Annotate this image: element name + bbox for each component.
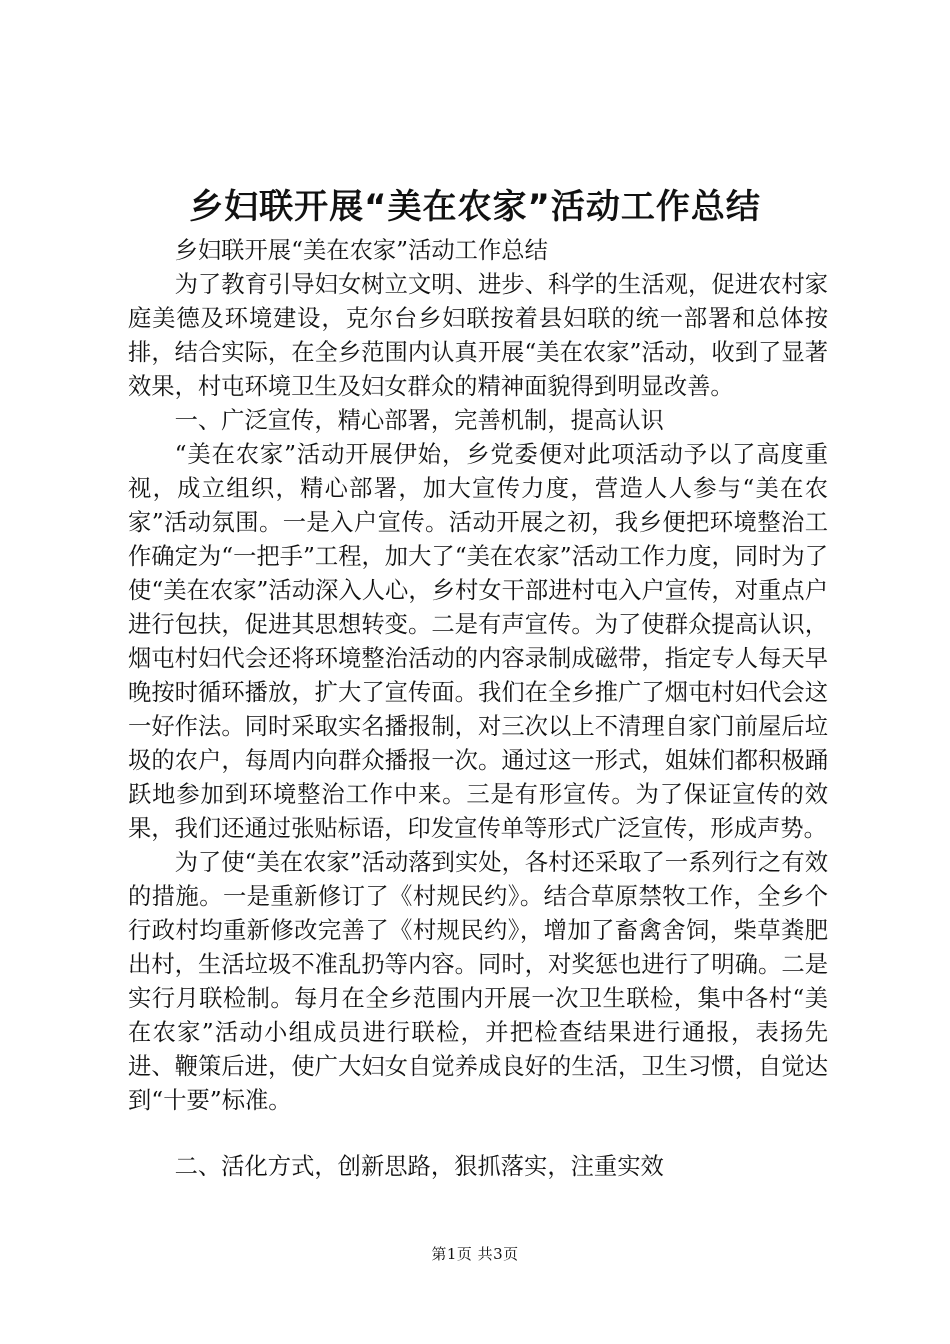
body-paragraph: “美在农家”活动开展伊始，乡党委便对此项活动予以了高度重视，成立组织，精心部署，加大宣传力度，营造人人参与“美在农家”活动氛围。一是入户宣传。活动开展之初，我乡便把环境整治工作确定为“一把手”工程，加大了“美在农家”活动工作力度，同时为了使“美在农家”活动深入人心，乡村女干部进村屯入户宣传，对重点户进行包扶，促进其思想转变。二是有声宣传。为了使群众提高认识，烟屯村妇代会还将环境整治活动的内容录制成磁带，指定专人每天早晚按时循环播放，扩大了宣传面。我们在全乡推广了烟屯村妇代会这一好作法。同时采取实名播报制，对三次以上不清理自家门前屋后垃圾的农户，每周内向群众播报一次。通过这一形式，姐妹们都积极踊跃地参加到环境整治工作中来。三是有形宣传。为了保证宣传的效果，我们还通过张贴标语，印发宣传单等形式广泛宣传，形成声势。	[128, 441, 828, 842]
body-paragraph: 为了使“美在农家”活动落到实处，各村还采取了一系列行之有效的措施。一是重新修订了《村规民约》。结合草原禁牧工作，全乡个行政村均重新修改完善了《村规民约》，增加了畜禽舍饲，柴草粪肥出村，生活垃圾不准乱扔等内容。同时，对奖惩也进行了明确。二是实行月联检制。每月在全乡范围内开展一次卫生联检，集中各村“美在农家”活动小组成员进行联检，并把检查结果进行通报，表扬先进、鞭策后进，使广大妇女自觉养成良好的生活，卫生习惯，自觉达到“十要”标准。	[128, 849, 828, 1114]
intro-paragraph: 为了教育引导妇女树立文明、进步、科学的生活观，促进农村家庭美德及环境建设，克尔台乡妇联按着县妇联的统一部署和总体按排，结合实际，在全乡范围内认真开展“美在农家”活动，收到了显著效果，村屯环境卫生及妇女群众的精神面貌得到明显改善。	[128, 271, 828, 400]
subtitle-paragraph: 乡妇联开展“美在农家”活动工作总结	[174, 237, 548, 264]
document-body	[128, 234, 828, 1118]
section-heading-1: 一、广泛宣传，精心部署，完善机制，提高认识	[174, 407, 664, 434]
section-heading-2: 二、活化方式，创新思路，狠抓落实，注重实效	[174, 1153, 664, 1180]
page-number-footer: 第1页 共3页	[431, 1245, 519, 1263]
document-title: 乡妇联开展“美在农家”活动工作总结	[189, 187, 761, 227]
